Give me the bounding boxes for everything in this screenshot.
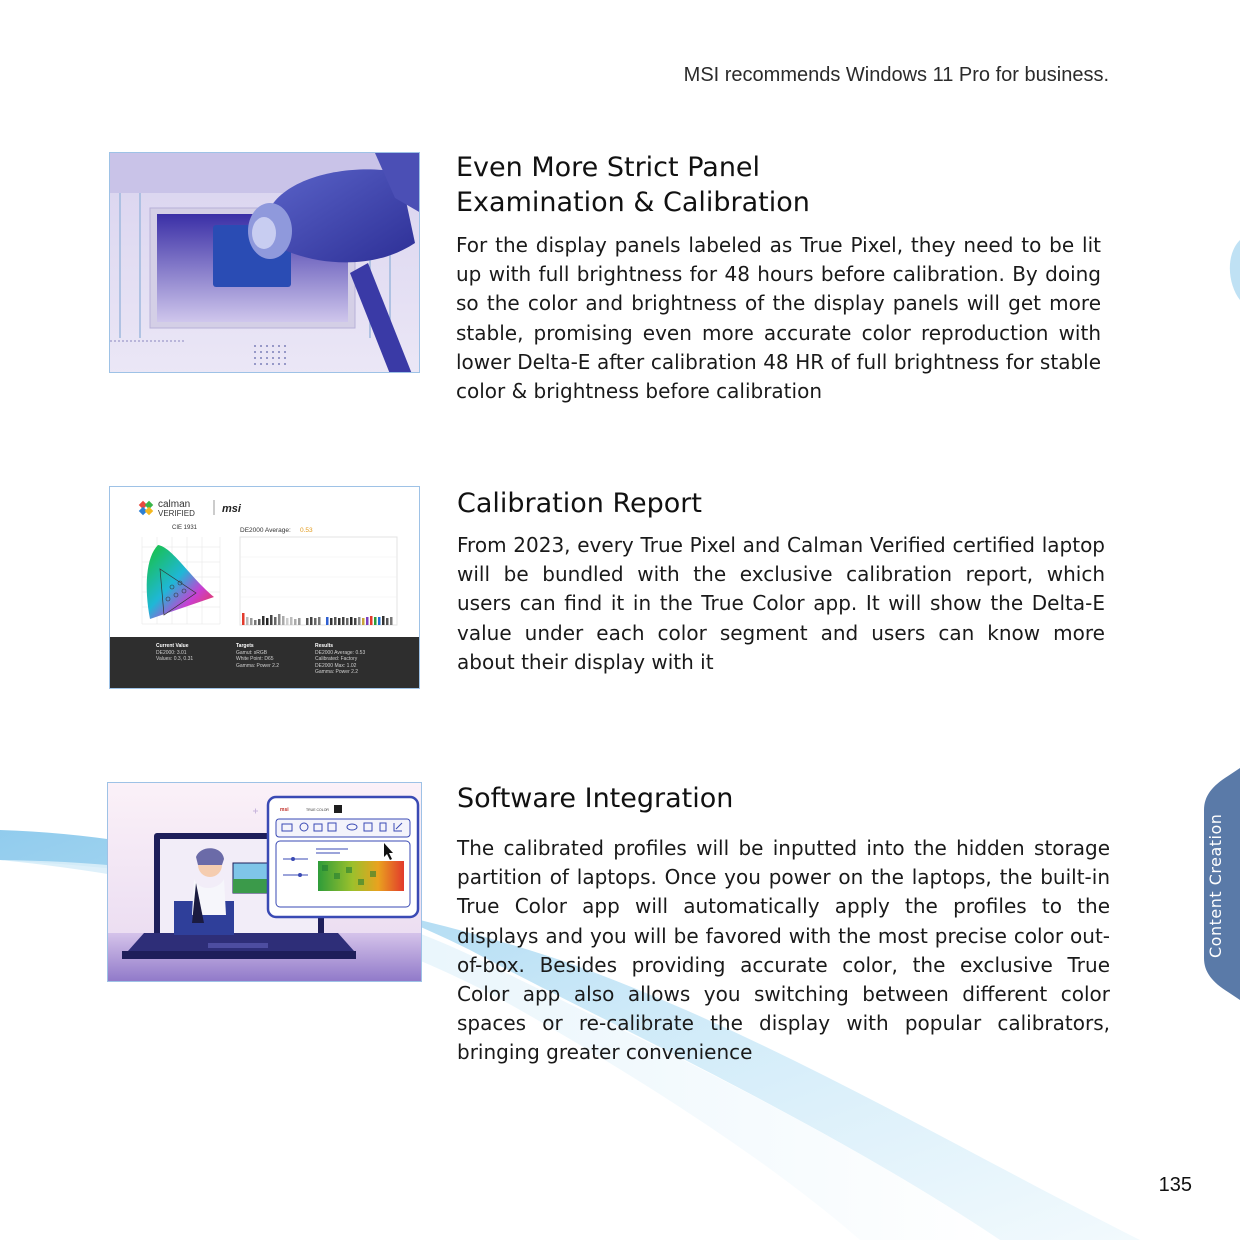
report-col-line: Gamut: sRGB: [236, 649, 268, 656]
report-col-line: Gamma: Power 2.2: [315, 669, 359, 675]
calibration-report-image: [109, 486, 420, 689]
section-body: The calibrated profiles will be inputted into the hidden storage partition of laptops. Once you power on the laptops, the built-in True Color app will automatically apply the profiles to the displays and you will be favored with the most precise color out-of-box. Besides providing accurate color, the exclusive True Color app also allows you switching between different color spaces or re-calibrate the display with popular calibrators, bringing greater convenience: [457, 836, 1110, 1065]
section-title: [456, 150, 1101, 220]
report-col-current: [156, 643, 226, 663]
calman-logo-text: calman: [158, 499, 191, 510]
software-integration-image: [107, 782, 422, 982]
report-col-title: Results: [315, 643, 334, 649]
section-body: From 2023, every True Pixel and Calman Verified certified laptop will be bundled with the exclusive calibration report, which users can find it in the True Color app. It will show the Delta-E value under each color segment and users can know more about their display with it: [457, 533, 1105, 674]
section-title-line2: Examination & Calibration: [456, 187, 810, 218]
report-col-line: DE2000: 3.01: [156, 649, 187, 656]
report-col-line: White Point: D65: [236, 656, 274, 662]
side-tab-label: Content Creation: [1206, 813, 1225, 959]
calman-verified-text: VERIFIED: [158, 509, 195, 518]
report-col-line: DE2000 Average: 0.53: [315, 649, 366, 656]
page-number: 135: [1158, 1174, 1192, 1196]
report-col-line: DE2000 Max: 1.02: [315, 662, 357, 669]
section-software-integration: [457, 781, 1110, 1068]
report-col-line: Gamma: Power 2.2: [236, 662, 280, 669]
section-title: Software Integration: [457, 783, 734, 814]
report-col-results: [315, 643, 405, 676]
panel-examination-image: [109, 152, 420, 373]
report-info-panel: [110, 637, 420, 689]
panel-examination-illustration: [110, 153, 420, 373]
software-app-name: TRUE COLOR: [306, 808, 329, 812]
report-col-line: Calibrated: Factory: [315, 656, 358, 662]
report-col-targets: [236, 643, 306, 669]
report-col-title: Current Value: [156, 643, 189, 649]
de-average-value: 0.53: [300, 527, 313, 534]
section-title-line1: Even More Strict Panel: [456, 152, 761, 183]
section-body: For the display panels labeled as True Pixel, they need to be lit up with full brightness for 48 hours before calibration. By doing so the color and brightness of the display panels will get more stable, promising even more accurate color reproduction with lower Delta-E after calibration 48 HR of full brightness for stable color & brightness before calibration: [456, 233, 1101, 404]
calman-logo-icon: [139, 501, 153, 515]
de-average-label: DE2000 Average:: [240, 527, 291, 534]
report-col-title: Targets: [236, 643, 254, 649]
cie-label: CIE 1931: [172, 525, 198, 531]
section-calibration-report: [457, 486, 1105, 677]
header-note: MSI recommends Windows 11 Pro for business.: [683, 64, 1109, 86]
section-panel-examination: [456, 150, 1101, 406]
software-brand-text: msi: [280, 807, 289, 813]
software-integration-illustration: [108, 783, 422, 982]
msi-brand-text: msi: [222, 503, 241, 515]
report-col-line: Values: 0.3, 0.31: [156, 656, 194, 662]
de-bars: [242, 613, 393, 625]
section-title: Calibration Report: [457, 488, 702, 519]
